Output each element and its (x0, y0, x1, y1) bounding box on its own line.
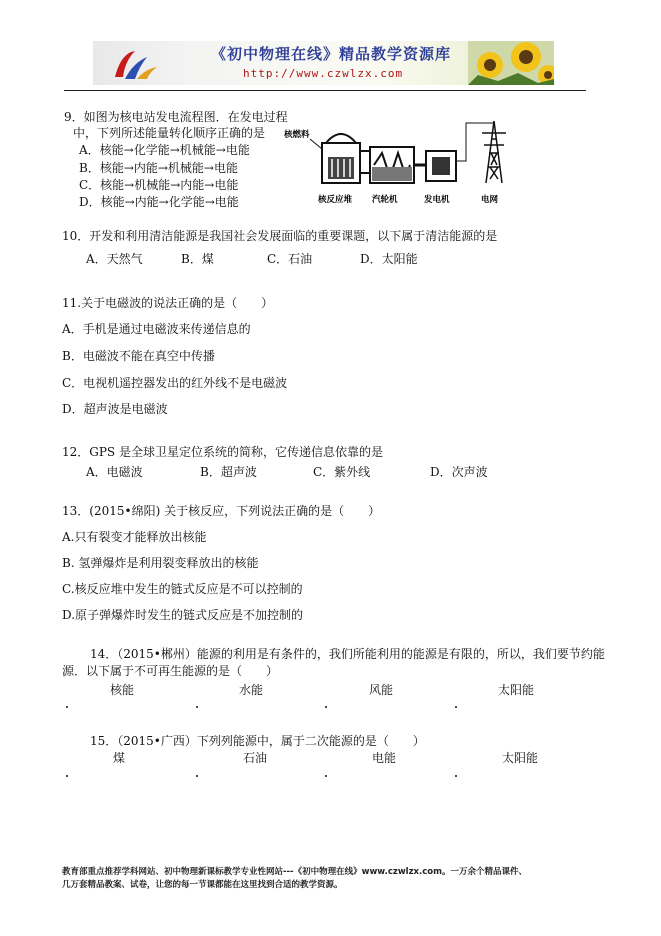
q15-option-1: 煤 (113, 751, 126, 765)
q12-option-d: D．次声波 (430, 465, 488, 479)
header-rule (64, 90, 586, 91)
q14-marker-3 (325, 706, 327, 708)
q9-stem-line1: 9．如图为核电站发电流程图．在发电过程 (64, 110, 288, 124)
q11-stem: 11.关于电磁波的说法正确的是（ ） (62, 296, 274, 310)
banner-title: 《初中物理在线》精品教学资源库 (211, 45, 452, 63)
diagram-fuel-label: 核燃料 (284, 130, 310, 140)
q12-option-c: C．紫外线 (313, 465, 371, 479)
q14-option-1: 核能 (110, 683, 135, 697)
diagram-label-turbine: 汽轮机 (372, 195, 398, 205)
q11-option-d: D．超声波是电磁波 (62, 402, 168, 416)
nuclear-plant-figure (282, 117, 522, 205)
q15-option-2: 石油 (243, 751, 268, 765)
q15-marker-3 (325, 775, 327, 777)
q9-option-b: B．核能→内能→机械能→电能 (79, 161, 238, 175)
q12-option-a: A．电磁波 (86, 465, 143, 479)
logo-icon (111, 47, 159, 83)
q14-marker-1 (66, 706, 68, 708)
q11-option-a: A．手机是通过电磁波来传递信息的 (62, 322, 251, 336)
q9-option-d: D．核能→内能→化学能→电能 (79, 195, 239, 209)
q14-option-2: 水能 (239, 683, 264, 697)
q15-marker-2 (196, 775, 198, 777)
q14-option-3: 风能 (369, 683, 394, 697)
q13-option-b: B. 氢弹爆炸是利用裂变释放出的核能 (62, 556, 259, 570)
q9-option-c: C．核能→机械能→内能→电能 (79, 178, 239, 192)
q12-stem: 12．GPS 是全球卫星定位系统的简称，它传递信息依靠的是 (62, 445, 383, 459)
q15-marker-4 (455, 775, 457, 777)
q13-option-d: D.原子弹爆炸时发生的链式反应是不加控制的 (62, 608, 304, 622)
q13-option-a: A.只有裂变才能释放出核能 (62, 530, 207, 544)
q11-option-c: C．电视机遥控器发出的红外线不是电磁波 (62, 376, 288, 390)
q14-option-4: 太阳能 (498, 683, 535, 697)
nuclear-plant-diagram (282, 117, 522, 205)
q14-stem-line2: 源．以下属于不可再生能源的是（ ） (62, 664, 279, 678)
q14-marker-4 (455, 706, 457, 708)
footer-line1: 教育部重点推荐学科网站、初中物理新课标教学专业性网站---《初中物理在线》www.czwlzx.com。一万余个精品课件、 (62, 867, 527, 877)
q9-stem-line2: 中，下列所述能量转化顺序正确的是 (73, 126, 266, 140)
q9-option-a: A．核能→化学能→机械能→电能 (79, 143, 250, 157)
q10-stem: 10．开发和利用清洁能源是我国社会发展面临的重要课题，以下属于清洁能源的是 (62, 229, 498, 243)
q13-stem: 13．(2015•绵阳) 关于核反应，下列说法正确的是（ ） (62, 504, 381, 518)
q10-option-c: C．石油 (267, 252, 313, 266)
q10-option-b: B．煤 (181, 252, 214, 266)
q15-stem: 15．（2015•广西）下列列能源中，属于二次能源的是（ ） (90, 734, 425, 748)
q14-marker-2 (196, 706, 198, 708)
diagram-label-reactor: 核反应堆 (318, 195, 353, 205)
q10-option-d: D．太阳能 (360, 252, 418, 266)
footer-line2: 几万套精品教案、试卷，让您的每一节课都能在这里找到合适的教学资源。 (62, 880, 343, 890)
q13-option-c: C.核反应堆中发生的链式反应是不可以控制的 (62, 582, 303, 596)
q10-option-a: A．天然气 (86, 252, 143, 266)
q14-stem-line1: 14．（2015•郴州）能源的利用是有条件的，我们所能利用的能源是有限的，所以，我们要节约能 (90, 647, 605, 661)
q15-marker-1 (66, 775, 68, 777)
q12-option-b: B．超声波 (200, 465, 257, 479)
sunflower-icon (468, 41, 554, 85)
diagram-label-grid: 电网 (481, 195, 499, 205)
q11-option-b: B．电磁波不能在真空中传播 (62, 349, 215, 363)
q15-option-3: 电能 (372, 751, 397, 765)
q15-option-4: 太阳能 (502, 751, 539, 765)
diagram-label-generator: 发电机 (424, 195, 450, 205)
header-banner (93, 41, 554, 85)
banner-url[interactable]: http://www.czwlzx.com (243, 67, 404, 80)
